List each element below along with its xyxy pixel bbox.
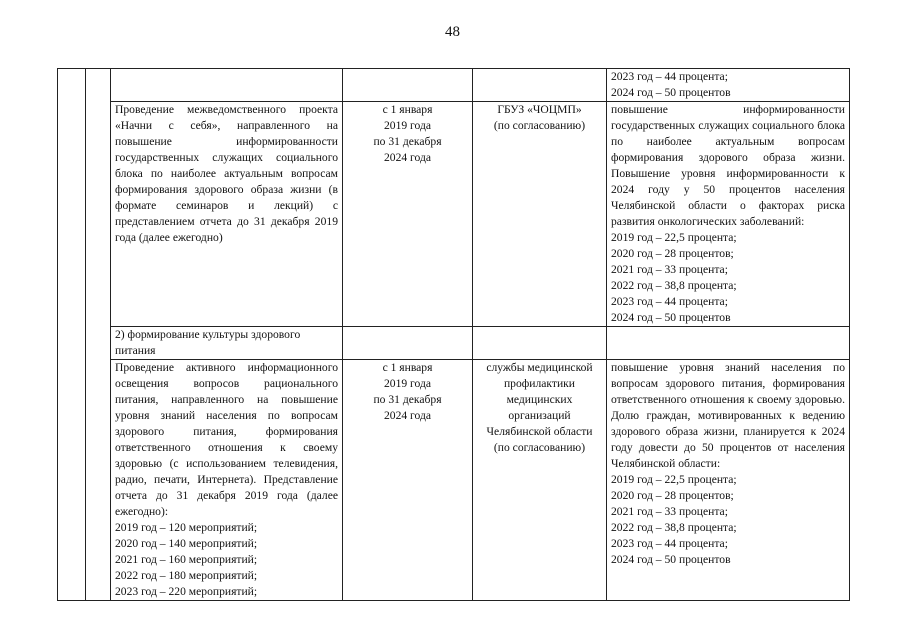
table-row-nutrition: [58, 360, 850, 601]
executor-cell-empty: [473, 69, 607, 102]
period-cell: [343, 360, 473, 601]
executor-cell: [473, 360, 607, 601]
result-text: повышение уровня знаний населения по вопросам здорового питания, формирования ответственного отношения к своему здоровью. Долю граждан, мотивированных к ведению здорового образа жизни, планируется к 2024 году довести до 50 процентов от населения Челябинской области:: [611, 361, 845, 470]
result-year-line: 2024 год – 50 процентов: [611, 311, 731, 324]
table-row-section-heading: [58, 327, 850, 360]
result-cell-empty: [607, 327, 850, 360]
number-column-cell: [58, 69, 86, 601]
executor-cell-empty: [473, 327, 607, 360]
activity-year-line: 2022 год – 180 мероприятий;: [115, 569, 258, 582]
executor-line: (по согласованию): [493, 441, 586, 454]
activity-year-line: 2021 год – 160 мероприятий;: [115, 553, 258, 566]
result-year-line: 2022 год – 38,8 процента;: [611, 521, 737, 534]
period-cell: [343, 102, 473, 327]
result-year-line: 2024 год – 50 процентов: [611, 553, 731, 566]
activity-cell: [111, 360, 343, 601]
executor-line: профилактики: [503, 377, 576, 390]
activity-text: Проведение активного информационного освещения вопросов рационального питания, направленного на повышение уровня знаний населения по вопросам здорового питания, формирования ответственного отношения к своему здоровью (с использованием телевидения, радио, печати, Интернета). Представление отчета до 31 декабря 2019 года (далее ежегодно):: [115, 361, 338, 518]
executor-line: медицинских: [506, 393, 573, 406]
result-year-line: 2024 год – 50 процентов: [611, 86, 731, 99]
period-cell-empty: [343, 327, 473, 360]
section-heading: 2) формирование культуры здорового питания: [111, 327, 343, 360]
table-row-continuation: [58, 69, 850, 102]
period-cell-empty: [343, 69, 473, 102]
result-year-line: 2023 год – 44 процента;: [611, 70, 728, 83]
activity-cell-empty: [111, 69, 343, 102]
result-year-line: 2023 год – 44 процента;: [611, 537, 728, 550]
executor-line: (по согласованию): [493, 119, 586, 132]
table-row-start-yourself: [58, 102, 850, 327]
executor-cell: [473, 102, 607, 327]
result-text: повышение информированности государственных служащих социального блока по наиболее актуальным вопросам формирования здорового образа жизни. Повышение уровня информированности к 2024 году у 50 процентов населения Челябинской области о факторах риска развития онкологических заболеваний:: [611, 103, 845, 228]
result-cell: [607, 360, 850, 601]
result-cell-continuation: [607, 69, 850, 102]
activity-cell: Проведение межведомственного проекта «Начни с себя», направленного на повышение информированности государственных служащих социального блока по наиболее актуальным вопросам формирования здорового образа жизни (в формате семинаров и лекций) с представлением отчета до 31 декабря 2019 года (далее ежегодно): [111, 102, 343, 327]
result-cell: [607, 102, 850, 327]
activity-year-line: 2019 год – 120 мероприятий;: [115, 521, 258, 534]
result-year-line: 2020 год – 28 процентов;: [611, 489, 734, 502]
period-line: с 1 января: [382, 103, 433, 116]
executor-line: ГБУЗ «ЧОЦМП»: [497, 103, 582, 116]
executor-line: службы медицинской: [486, 361, 593, 374]
result-year-line: 2020 год – 28 процентов;: [611, 247, 734, 260]
result-year-line: 2019 год – 22,5 процента;: [611, 473, 737, 486]
period-line: 2024 года: [383, 409, 432, 422]
period-line: с 1 января: [382, 361, 433, 374]
activity-year-line: 2020 год – 140 мероприятий;: [115, 537, 258, 550]
page-number: 48: [445, 24, 460, 40]
period-line: по 31 декабря: [373, 135, 442, 148]
executor-line: организаций: [508, 409, 571, 422]
result-year-line: 2023 год – 44 процента;: [611, 295, 728, 308]
program-table: [57, 68, 850, 601]
executor-line: Челябинской области: [486, 425, 593, 438]
period-line: 2024 года: [383, 151, 432, 164]
period-line: 2019 года: [383, 377, 432, 390]
period-line: 2019 года: [383, 119, 432, 132]
result-year-line: 2021 год – 33 процента;: [611, 263, 728, 276]
result-year-line: 2021 год – 33 процента;: [611, 505, 728, 518]
result-year-line: 2019 год – 22,5 процента;: [611, 231, 737, 244]
result-year-line: 2022 год – 38,8 процента;: [611, 279, 737, 292]
period-line: по 31 декабря: [373, 393, 442, 406]
subnumber-column-cell: [86, 69, 111, 601]
activity-year-line: 2023 год – 220 мероприятий;: [115, 585, 258, 598]
